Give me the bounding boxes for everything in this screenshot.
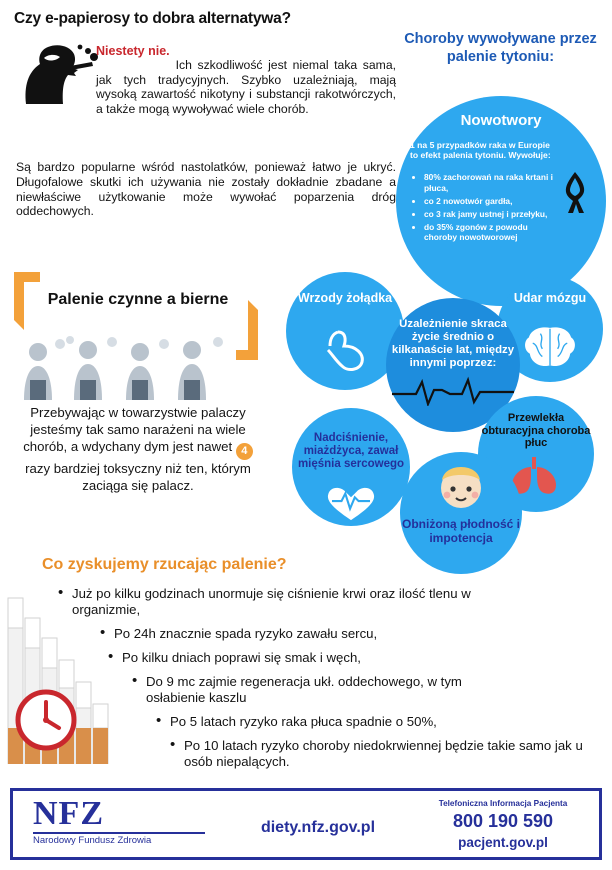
circle-hypertension-label: Nadciśnienie, miażdżyca, zawał mięśnia sercowego — [297, 432, 405, 470]
smoker-silhouette-icon — [18, 42, 98, 104]
nfz-logo-subtitle: Narodowy Fundusz Zdrowia — [33, 835, 152, 846]
list-item: • Po kilku dniach poprawi się smak i węch, — [108, 650, 508, 666]
gains-list — [40, 586, 600, 778]
footer-bar — [10, 788, 602, 860]
list-item: • Już po kilku godzinach unormuje się ciśnienie krwi oraz ilość tlenu w organizmie, — [58, 586, 488, 618]
circle-hypertension — [292, 408, 410, 526]
multiplier-badge: 4 — [236, 443, 253, 460]
heart-pulse-icon — [322, 484, 380, 522]
niestety-label: Niestety nie. — [96, 44, 170, 58]
people-group-illustration — [12, 336, 262, 400]
circle-copd-label: Przewlekła obturacyjna choroba płuc — [481, 412, 591, 449]
circle-cancer-title: Nowotwory — [460, 112, 542, 129]
list-item: • co 3 rak jamy ustnej i przełyku, — [424, 209, 560, 220]
ecg-line-icon — [392, 376, 514, 406]
circle-cancer-list — [412, 172, 560, 246]
circle-cancer — [396, 96, 606, 306]
circle-fertility-label: Obniżoną płodność i impotencja — [402, 517, 520, 545]
footer-patient-site-link[interactable]: pacjent.gov.pl — [458, 835, 548, 850]
circle-life-shortening-label: Uzależnienie skraca życie średnio o kilkanaście lat, między innymi poprzez: — [391, 318, 515, 369]
list-item: • 80% zachorowań na raka krtani i płuca, — [424, 172, 560, 193]
tip-phone-number[interactable]: 800 190 590 — [452, 811, 554, 831]
paragraph-teenagers: Są bardzo popularne wśród nastolatków, ponieważ łatwo je ukryć. Długofalowe skutki ich używania nie zostały dokładnie zbadane a niewłaściwe użytkowanie może wywołać poparzenia dróg oddechowych. — [16, 160, 396, 219]
baby-icon — [434, 462, 488, 514]
paragraph-ecigarettes — [96, 58, 396, 116]
nfz-logo-underline — [33, 832, 205, 834]
circle-fertility — [400, 452, 522, 574]
list-item: • Po 10 latach ryzyko choroby niedokrwiennej będzie takie samo jak u osób niepalących. — [170, 738, 590, 770]
footer-diet-site-link[interactable]: diety.nfz.gov.pl — [260, 819, 376, 836]
circle-cancer-lead: 1 na 5 przypadków raka w Europie to efekt palenia tytoniu. Wywołuje: — [410, 140, 551, 161]
circle-stroke-label: Udar mózgu — [513, 291, 587, 305]
gains-title: Co zyskujemy rzucając palenie? — [42, 556, 287, 573]
stomach-icon — [316, 328, 376, 374]
list-item: • Po 24h znacznie spada ryzyko zawału sercu, — [100, 626, 500, 642]
diseases-heading: Choroby wywoływane przez palenie tytoniu: — [404, 31, 597, 65]
passive-smoking-title: Palenie czynne a bierne — [47, 291, 229, 308]
circle-stomach-ulcers-label: Wrzody żołądka — [297, 291, 393, 305]
nfz-logo — [33, 797, 213, 846]
tip-label: Telefoniczna Informacja Pacjenta — [438, 799, 568, 808]
list-item: • do 35% zgonów z powodu choroby nowotworowej — [424, 222, 560, 243]
passive-text-after: razy bardziej toksyczny niż ten, którym zaciąga się palacz. — [25, 461, 251, 493]
passive-smoking-text — [12, 404, 264, 494]
list-item: • Po 5 latach ryzyko raka płuca spadnie o 50%, — [156, 714, 556, 730]
brain-icon — [521, 324, 579, 370]
nfz-logo-word: NFZ — [33, 795, 104, 832]
awareness-ribbon-icon — [560, 170, 590, 214]
paragraph-ecigarettes-text: Ich szkodliwość jest niemal taka sama, jak tych tradycyjnych. Szybko uzależniają, mają wysoką zawartość nikotyny i substancji rakotwórczych, a także mogą wywoływać wiele chorób. — [96, 58, 396, 116]
page-title: Czy e-papierosy to dobra alternatywa? — [14, 10, 291, 27]
list-item: • Do 9 mc zajmie regeneracja ukł. oddechowego, w tym osłabienie kaszlu — [132, 674, 512, 706]
passive-text-before: Przebywając w towarzystwie palaczy jesteśmy tak samo narażeni na wiele chorób, a wdychany dym jest nawet — [23, 405, 246, 454]
list-item: • co 2 nowotwór gardła, — [424, 196, 560, 207]
bracket-left-decoration — [14, 272, 40, 330]
